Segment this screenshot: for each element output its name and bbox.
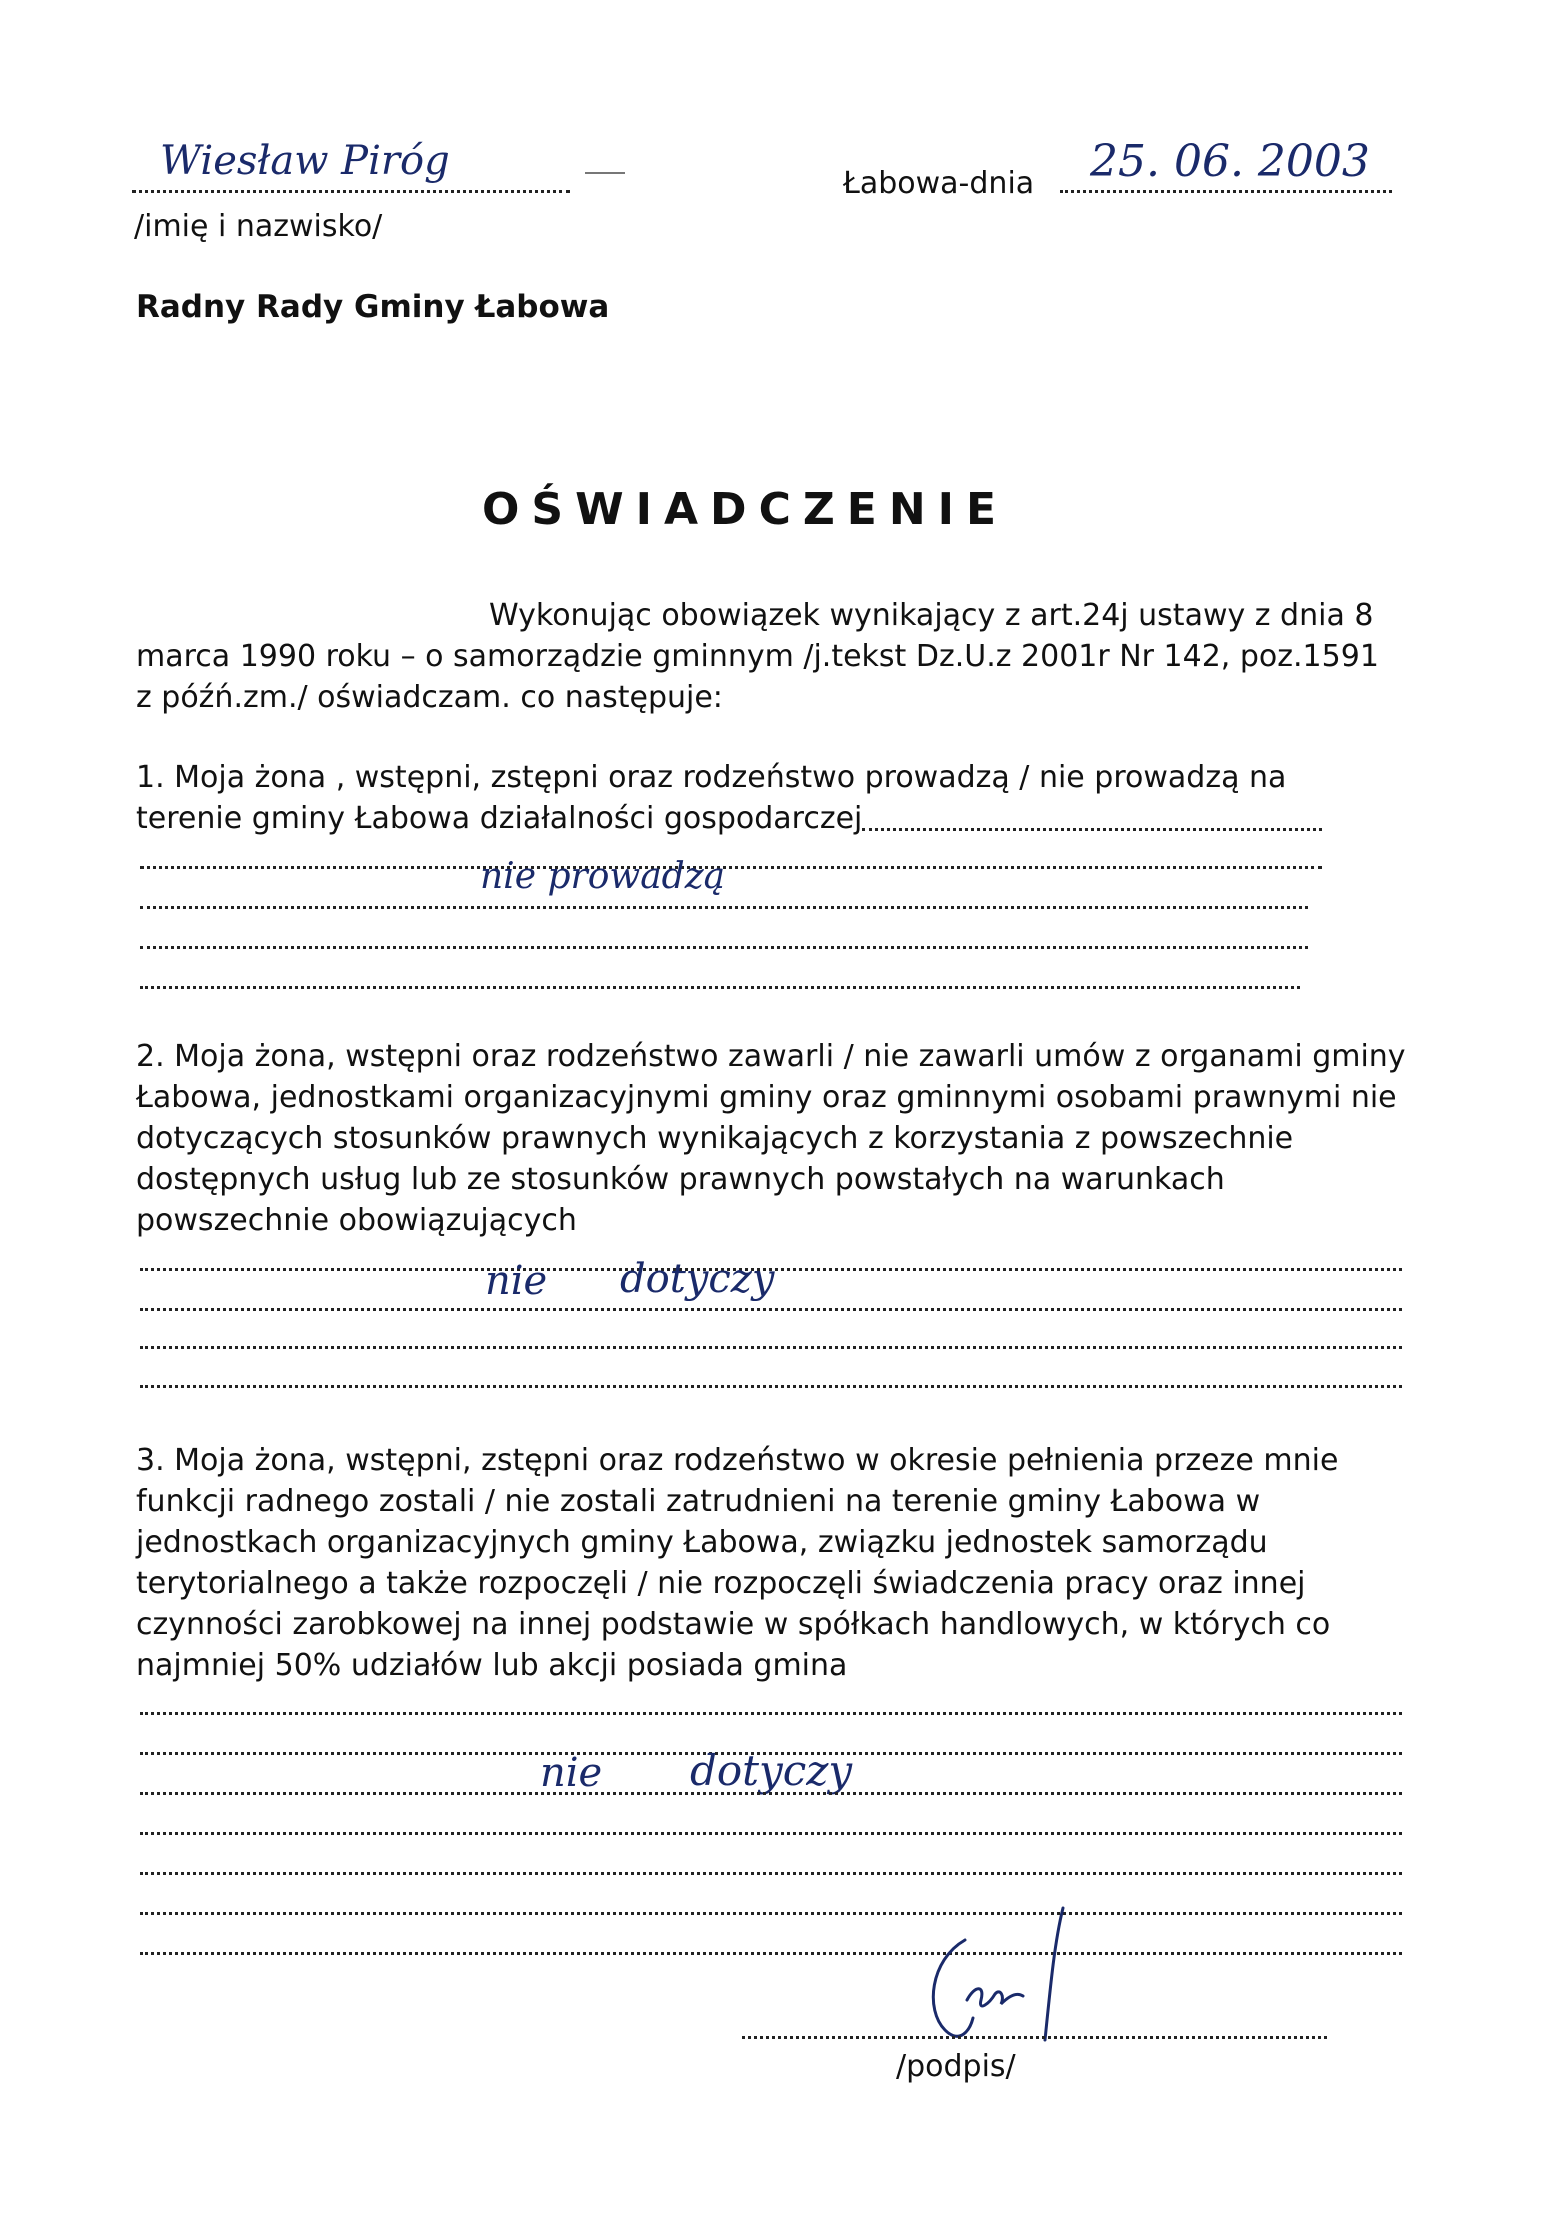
section2-dotted-line <box>140 1346 1402 1349</box>
section3-line-3: jednostkach organizacyjnych gminy Łabowa, związku jednostek samorządu <box>136 1525 1268 1560</box>
section3-line-1: 3. Moja żona, wstępni, zstępni oraz rodzeństwo w okresie pełnienia przeze mnie <box>136 1443 1339 1478</box>
section2-line-3: dotyczących stosunków prawnych wynikających z korzystania z powszechnie <box>136 1121 1294 1156</box>
councillor-role: Radny Rady Gminy Łabowa <box>136 289 610 325</box>
section2-line-2: Łabowa, jednostkami organizacyjnymi gminy oraz gminnymi osobami prawnymi nie <box>136 1080 1397 1115</box>
section3-dotted-line <box>140 1872 1402 1875</box>
name-dash-mark <box>585 172 625 174</box>
section3-dotted-line <box>140 1712 1402 1715</box>
section1-dotted-line <box>140 866 1322 869</box>
signature-dotted-line <box>742 2036 1327 2039</box>
date-dotted-line <box>1060 190 1392 193</box>
section2-line-1: 2. Moja żona, wstępni oraz rodzeństwo zawarli / nie zawarli umów z organami gminy <box>136 1039 1406 1074</box>
section3-dotted-line <box>140 1792 1402 1795</box>
section2-answer-nie: nie <box>485 1258 548 1304</box>
place-date-label: Łabowa-dnia <box>843 166 1035 201</box>
section1-dotted-line <box>140 946 1308 949</box>
section3-dotted-line <box>140 1952 1402 1955</box>
section3-dotted-line <box>140 1912 1402 1915</box>
section1-answer: nie prowadzą <box>480 856 726 897</box>
intro-line-1: Wykonując obowiązek wynikający z art.24j ustawy z dnia 8 <box>489 598 1374 633</box>
section3-line-4: terytorialnego a także rozpoczęli / nie rozpoczęli świadczenia pracy oraz innej <box>136 1566 1306 1601</box>
section1-line-1: 1. Moja żona , wstępni, zstępni oraz rodzeństwo prowadzą / nie prowadzą na <box>136 760 1287 795</box>
document-title: OŚWIADCZENIE <box>482 484 1009 535</box>
section1-dotted-line <box>140 906 1308 909</box>
section3-line-2: funkcji radnego zostali / nie zostali zatrudnieni na terenie gminy Łabowa w <box>136 1484 1261 1519</box>
section2-answer-dotyczy: dotyczy <box>620 1256 775 1302</box>
section3-answer-dotyczy: dotyczy <box>690 1746 853 1795</box>
intro-line-2: marca 1990 roku – o samorządzie gminnym /j.tekst Dz.U.z 2001r Nr 142, poz.1591 <box>136 639 1379 674</box>
section2-dotted-line <box>140 1385 1402 1388</box>
section3-line-5: czynności zarobkowej na innej podstawie w spółkach handlowych, w których co <box>136 1607 1331 1642</box>
section1-dotted-line <box>862 828 1322 831</box>
name-handwritten: Wiesław Piróg <box>160 138 450 184</box>
signature-caption: /podpis/ <box>896 2049 1016 2084</box>
section1-line-2: terenie gminy Łabowa działalności gospodarczej <box>136 801 863 836</box>
section3-answer-nie: nie <box>540 1750 603 1796</box>
section2-dotted-line <box>140 1308 1402 1311</box>
intro-line-3: z późń.zm./ oświadczam. co następuje: <box>136 680 723 715</box>
section3-line-6: najmniej 50% udziałów lub akcji posiada gmina <box>136 1648 848 1683</box>
section2-line-4: dostępnych usług lub ze stosunków prawnych powstałych na warunkach <box>136 1162 1225 1197</box>
section3-dotted-line <box>140 1832 1402 1835</box>
section1-dotted-line <box>140 986 1300 989</box>
name-dotted-line <box>132 190 570 193</box>
date-handwritten: 25. 06. 2003 <box>1090 136 1370 187</box>
name-caption: /imię i nazwisko/ <box>134 209 383 244</box>
section2-line-5: powszechnie obowiązujących <box>136 1203 577 1238</box>
